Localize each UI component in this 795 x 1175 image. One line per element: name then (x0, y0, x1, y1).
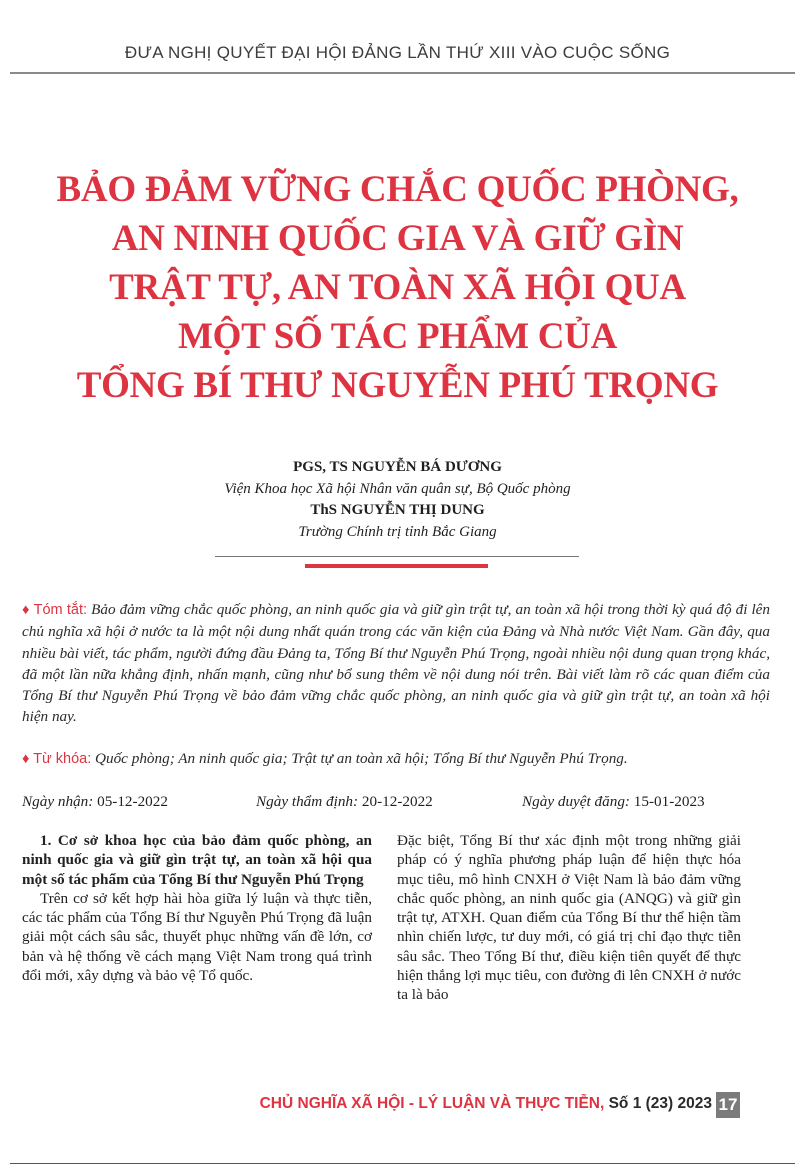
abstract-text: Bảo đảm vững chắc quốc phòng, an ninh quốc gia và giữ gìn trật tự, an toàn xã hội trong thời kỳ quá độ đi lên chủ nghĩa xã hội ở nước ta là một nội dung nhất quán trong các văn kiện của Đảng và Nhà nước Việt Nam. Gần đây, qua nhiều bài viết, tác phẩm, người đứng đầu Đảng ta, Tổng Bí thư Nguyễn Phú Trọng, ngoài nhiều nội dung quan trọng khác, đã một lần nữa khẳng định, nhấn mạnh, cũng như bổ sung thêm về nội dung nói trên. Bài viết làm rõ các quan điểm của Tổng Bí thư Nguyễn Phú Trọng về bảo đảm vững chắc quốc phòng, an ninh quốc gia và giữ gìn trật tự, an toàn xã hội hiện nay. (22, 601, 771, 726)
bottom-rule (10, 1163, 795, 1164)
date-approved-value: 15-01-2023 (633, 793, 705, 810)
abstract (22, 599, 770, 728)
journal-footer (0, 1095, 712, 1113)
author-affiliation: Viện Khoa học Xã hội Nhân văn quân sự, Bộ Quốc phòng (224, 480, 571, 497)
author-name: PGS, TS NGUYỄN BÁ DƯƠNG (293, 459, 502, 475)
date-received-value: 05-12-2022 (97, 793, 168, 810)
title-line: AN NINH QUỐC GIA VÀ GIỮ GÌN (111, 218, 684, 259)
date-approved (522, 793, 705, 811)
date-received-label: Ngày nhận: (22, 793, 94, 810)
date-reviewed (256, 793, 433, 811)
article-title (20, 165, 775, 410)
title-line: MỘT SỐ TÁC PHẨM CỦA (177, 316, 617, 357)
title-line: BẢO ĐẢM VỮNG CHẮC QUỐC PHÒNG, (56, 169, 739, 210)
keywords-label: ♦ Từ khóa: (22, 751, 92, 767)
section-heading: 1. Cơ sở khoa học của bảo đảm quốc phòng, an ninh quốc gia và giữ gìn trật tự, an toàn xã hội qua một số tác phẩm của Tổng Bí thư Nguyễn Phú Trọng (22, 832, 372, 888)
divider-accent (305, 564, 488, 568)
author-name: ThS NGUYỄN THỊ DUNG (310, 502, 485, 518)
author-affiliation: Trường Chính trị tỉnh Bắc Giang (298, 523, 497, 540)
body-column-right (397, 831, 741, 1005)
body-paragraph: Trên cơ sở kết hợp hài hòa giữa lý luận và thực tiễn, các tác phẩm của Tổng Bí thư Nguyễn Phú Trọng đã luận giải một cách sâu sắc, thuyết phục những vấn đề lớn, cơ bản và hệ thống về cách mạng Việt Nam trong quá trình đổi mới, xây dựng và bảo vệ Tổ quốc. (22, 889, 372, 985)
header-rule (10, 72, 795, 74)
title-line: TỔNG BÍ THƯ NGUYỄN PHÚ TRỌNG (76, 365, 719, 406)
keywords (22, 748, 782, 770)
page-number: 17 (716, 1092, 740, 1118)
date-reviewed-value: 20-12-2022 (361, 793, 433, 810)
title-line: TRẬT TỰ, AN TOÀN XÃ HỘI QUA (109, 267, 686, 308)
date-reviewed-label: Ngày thẩm định: (256, 793, 359, 810)
author-block (0, 457, 795, 543)
date-received (22, 793, 168, 811)
abstract-label: ♦ Tóm tắt: (22, 602, 88, 618)
body-column-left (22, 831, 372, 985)
body-paragraph: Đặc biệt, Tổng Bí thư xác định một trong những giải pháp có ý nghĩa phương pháp luận để hiện thực hóa mục tiêu, mô hình CNXH ở Việt Nam là bảo đảm vững chắc quốc phòng, an ninh quốc gia (ANQG) và giữ gìn trật tự, ATXH. Quan điểm của Tổng Bí thư thể hiện tầm nhìn chiến lược, tư duy mới, có giá trị chỉ đạo thực tiễn sâu sắc. Theo Tổng Bí thư, điều kiện tiên quyết để thực hiện thắng lợi mục tiêu, con đường đi lên CNXH ở nước ta là bảo (397, 832, 741, 1004)
running-header: ĐƯA NGHỊ QUYẾT ĐẠI HỘI ĐẢNG LẦN THỨ XIII VÀO CUỘC SỐNG (124, 43, 671, 62)
journal-name: CHỦ NGHĨA XÃ HỘI - LÝ LUẬN VÀ THỰC TIỄN, (259, 1095, 605, 1112)
keywords-text: Quốc phòng; An ninh quốc gia; Trật tự an toàn xã hội; Tổng Bí thư Nguyễn Phú Trọng. (95, 750, 628, 767)
date-approved-label: Ngày duyệt đăng: (522, 793, 630, 810)
journal-issue: Số 1 (23) 2023 (608, 1095, 712, 1112)
section-divider (215, 556, 579, 557)
